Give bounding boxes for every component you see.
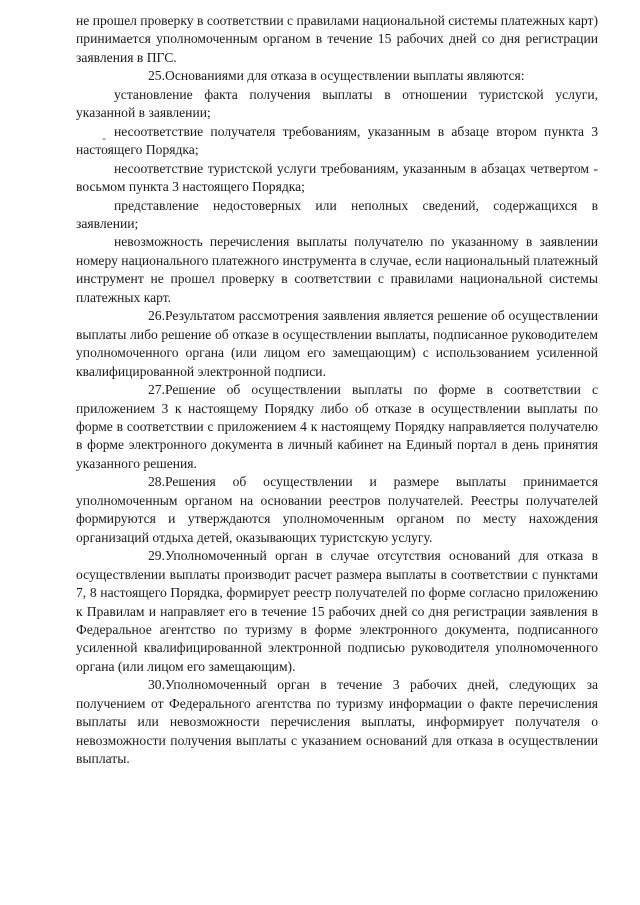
paragraph-27: 27.Решение об осуществлении выплаты по форме в соответствии с приложением 3 к настоящему Порядку либо об отказе в осуществлении выплаты по форме в соответствии с приложением 4 к настоящему Порядку направляется получателю в форме электронного документа в личный кабинет на Единый портал в день принятия указанного решения. bbox=[76, 382, 598, 471]
paragraph-number: 30. bbox=[148, 677, 165, 693]
paragraph-29: 29.Уполномоченный орган в случае отсутствия оснований для отказа в осуществлении выплаты производит расчет размера выплаты в соответствии с пунктами 7, 8 настоящего Порядка, формирует реестр получателей по форме согласно приложению к Правилам и направляет его в течение 15 рабочих дней со дня регистрации заявления в Федеральное агентство по туризму в форме электронного документа, подписанного усиленной квалифицированной электронной подписью руководителя уполномоченного органа (или лицом его замещающим). bbox=[76, 548, 598, 674]
paragraph-number: 28. bbox=[148, 474, 165, 490]
paragraph-number: 29. bbox=[148, 548, 165, 564]
paragraph-25-item-3: несоответствие туристской услуги требованиям, указанным в абзацах четвертом - восьмом пункта 3 настоящего Порядка; bbox=[76, 160, 598, 195]
paragraph-number: 25. bbox=[148, 68, 165, 84]
stray-mark: - bbox=[102, 131, 106, 145]
paragraph-number: 26. bbox=[148, 308, 165, 324]
paragraph-25: 25.Основаниями для отказа в осуществлении выплаты являются: bbox=[76, 67, 598, 85]
paragraph-30: 30.Уполномоченный орган в течение 3 рабочих дней, следующих за получением от Федерального агентства по туризму информации о факте перечисления выплаты или невозможности перечисления выплаты, информирует получателя о невозможности получения выплаты с указанием оснований для отказа в осуществлении выплаты. bbox=[76, 677, 598, 767]
paragraph-26: 26.Результатом рассмотрения заявления является решение об осуществлении выплаты либо решение об отказе в осуществлении выплаты, подписанное руководителем уполномоченного органа (или лицом его замещающим) с использованием усиленной квалифицированной электронной подписи. bbox=[76, 308, 598, 379]
paragraph-number: 27. bbox=[148, 382, 165, 398]
paragraph-28: 28.Решения об осуществлении и размере выплаты принимается уполномоченным органом на основании реестров получателей. Реестры получателей формируются и утверждаются уполномоченным органом по месту нахождения организаций отдыха детей, оказывающих туристскую услугу. bbox=[76, 474, 598, 545]
paragraph-continuation: не прошел проверку в соответствии с правилами национальной системы платежных карт) принимается уполномоченным органом в течение 15 рабочих дней со дня регистрации заявления в ПГС. bbox=[76, 13, 598, 65]
paragraph-25-item-5: невозможность перечисления выплаты получателю по указанному в заявлении номеру национального платежного инструмента в случае, если национальный платежный инструмент не прошел проверку в соответствии с правилами национальной системы платежных карт. bbox=[76, 234, 598, 305]
paragraph-25-item-2: несоответствие получателя требованиям, указанным в абзаце втором пункта 3 настоящего Порядка; bbox=[76, 123, 598, 158]
paragraph-25-item-4: представление недостоверных или неполных сведений, содержащихся в заявлении; bbox=[76, 197, 598, 231]
document-body bbox=[76, 12, 598, 769]
paragraph-25-item-1: установление факта получения выплаты в отношении туристской услуги, указанной в заявлении; bbox=[76, 86, 598, 121]
